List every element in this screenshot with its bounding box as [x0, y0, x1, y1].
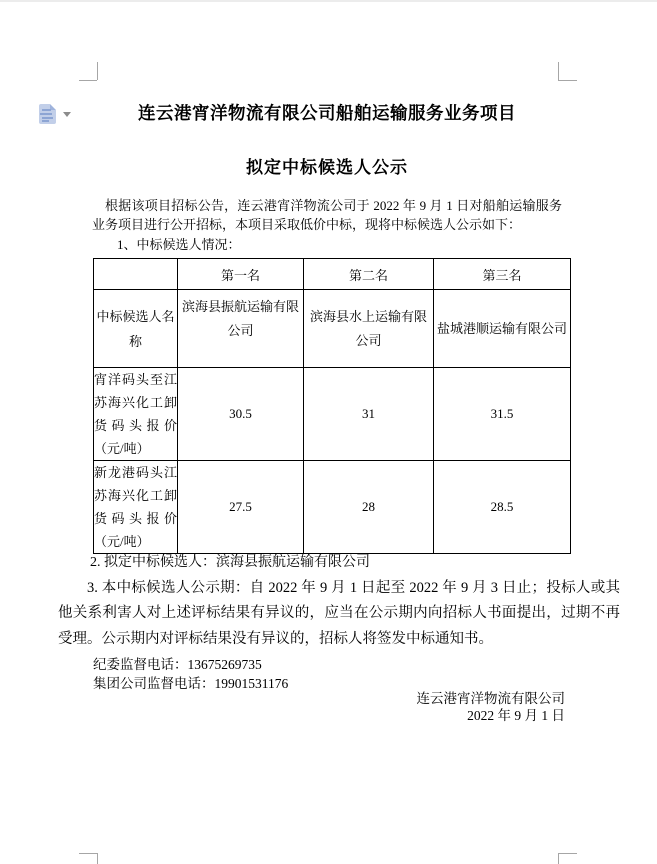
crop-mark-bottom-left	[97, 853, 98, 864]
paste-options-button[interactable]	[37, 102, 73, 127]
crop-mark-bottom-right	[558, 853, 577, 854]
crop-mark-top-right	[558, 80, 577, 81]
signature-date: 2022 年 9 月 1 日	[467, 708, 565, 723]
document-title: 连云港宵洋物流有限公司船舶运输服务业务项目	[138, 103, 516, 123]
candidate-first-cell: 滨海县振航运输有限公司	[178, 290, 304, 368]
candidate-third-cell: 盐城港顺运输有限公司	[434, 290, 571, 368]
table-header-cell-first: 第一名	[178, 259, 304, 290]
table-row-candidate-names	[94, 290, 571, 368]
chevron-down-icon	[63, 112, 71, 117]
price-cell: 28	[304, 461, 434, 554]
window-top-edge	[0, 0, 657, 2]
table-header-cell-third: 第三名	[434, 259, 571, 290]
paste-options-icon	[39, 104, 56, 124]
group-phone-line: 集团公司监督电话：19901531176	[93, 676, 289, 691]
table-header-row	[94, 259, 571, 290]
price-cell: 30.5	[178, 368, 304, 461]
price-cell: 31	[304, 368, 434, 461]
price-cell: 27.5	[178, 461, 304, 554]
row-label-cell: 新龙港码头江苏海兴化工卸货码头报价（元/吨）	[94, 461, 178, 554]
table-row-price-xinlonggang	[94, 461, 571, 554]
table-header-cell-blank	[94, 259, 178, 290]
row-label-cell: 中标候选人名称	[94, 290, 178, 368]
crop-mark-top-right	[558, 62, 559, 80]
crop-mark-top-left	[97, 62, 98, 80]
candidate-second-cell: 滨海县水上运输有限公司	[304, 290, 434, 368]
list-item-1: 1、中标候选人情况：	[117, 237, 241, 252]
list-item-2: 2. 拟定中标候选人：滨海县振航运输有限公司	[90, 555, 370, 570]
intro-paragraph: 根据该项目招标公告，连云港宵洋物流公司于 2022 年 9 月 1 日对船舶运输服务业务项目进行公开招标，本项目采取低价中标，现将中标候选人公示如下：	[92, 198, 562, 232]
signature-company: 连云港宵洋物流有限公司	[416, 691, 565, 706]
row-label-cell: 宵洋码头至江苏海兴化工卸货码头报价（元/吨）	[94, 368, 178, 461]
price-cell: 31.5	[434, 368, 571, 461]
table-row-price-xiaoyang	[94, 368, 571, 461]
crop-mark-top-left	[79, 80, 97, 81]
table-header-cell-second: 第二名	[304, 259, 434, 290]
discipline-phone-line: 纪委监督电话：13675269735	[93, 657, 262, 672]
document-subtitle: 拟定中标候选人公示	[246, 158, 408, 177]
candidates-table	[93, 258, 571, 554]
list-item-3-paragraph: 3. 本中标候选人公示期：自 2022 年 9 月 1 日起至 2022 年 9 月 3 日止；投标人或其他关系利害人对上述评标结果有异议的，应当在公示期内向招标人书面提出，过期不再受理。公示期内对评标结果没有异议的，招标人将签发中标通知书。	[58, 580, 620, 647]
price-cell: 28.5	[434, 461, 571, 554]
crop-mark-bottom-left	[79, 853, 97, 854]
crop-mark-bottom-right	[558, 853, 559, 864]
